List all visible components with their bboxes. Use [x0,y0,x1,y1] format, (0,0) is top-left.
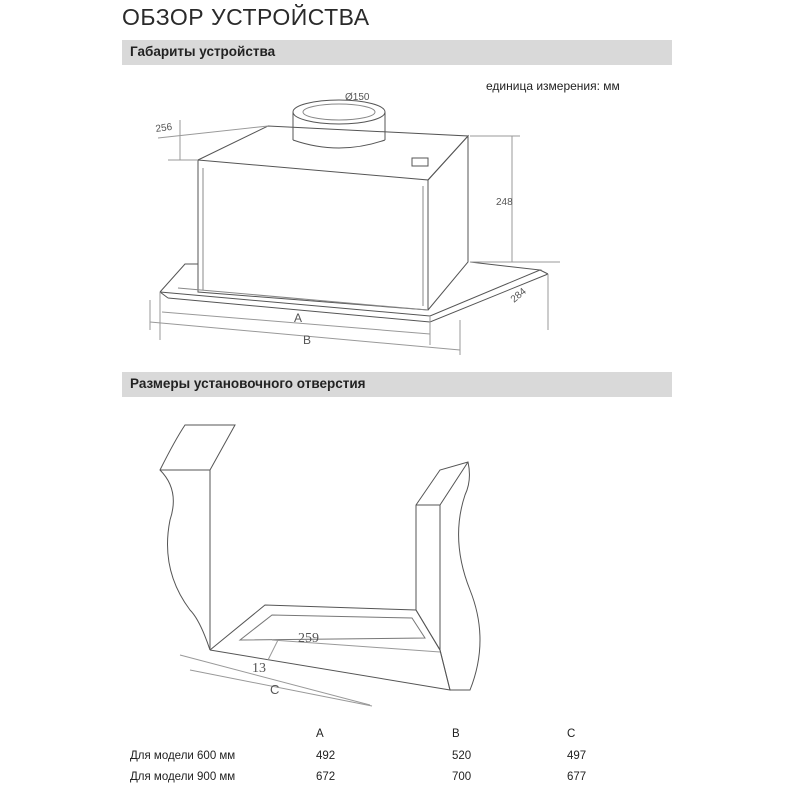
table-row [130,771,690,787]
table-header-row [130,728,690,744]
cutout-plate [210,605,450,690]
label-depth-top: 256 [154,121,173,135]
label-height: 248 [496,197,513,208]
table-header-cell: A [316,728,324,740]
section-title-dimensions: Габариты устройства [130,44,276,59]
table-cell-model: Для модели 900 мм [130,771,236,783]
table-row [130,750,690,766]
section-title-cutout: Размеры установочного отверстия [130,376,366,391]
hood-body-front [198,160,428,310]
hood-body-side [428,136,468,310]
label-width-a: A [294,311,303,325]
table-cell-b: 520 [452,750,472,762]
table-cell-c: 677 [567,771,587,783]
table-cell-a: 672 [316,771,336,783]
hood-base-frame [160,262,540,316]
table-cell-model: Для модели 600 мм [130,750,236,762]
label-width-c: C [270,682,280,697]
cabinet-left [160,425,235,650]
cabinet-right [416,462,480,690]
page-title: ОБЗОР УСТРОЙСТВА [122,4,370,30]
section-header-cutout [122,372,672,397]
table-cell-a: 492 [316,750,336,762]
units-note: единица измерения: мм [486,79,620,93]
table-header-cell: C [567,728,576,740]
label-duct-diameter: Ø150 [345,92,370,103]
table-cell-c: 497 [567,750,587,762]
label-cutout-depth: 259 [298,631,319,646]
label-width-b: B [303,333,312,347]
table-cell-b: 700 [452,771,472,783]
label-cutout-offset: 13 [252,661,266,676]
table-header-cell: B [452,728,460,740]
label-depth-base: 284 [508,286,529,306]
